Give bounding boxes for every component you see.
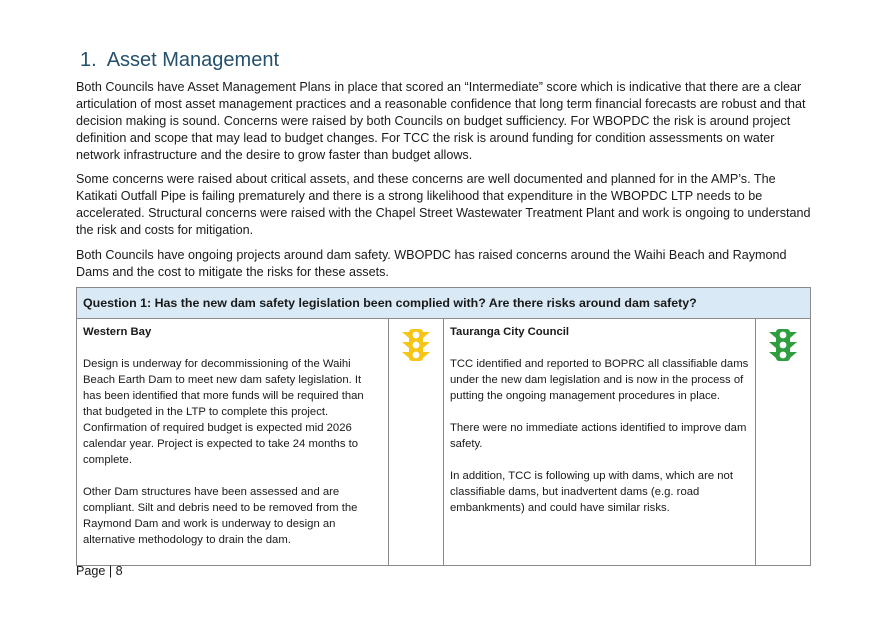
page-number: Page | 8 xyxy=(76,564,123,578)
western-bay-status-cell xyxy=(389,319,444,566)
paragraph-dam-safety: Both Councils have ongoing projects around dam safety. WBOPDC has raised concerns around the Waihi Beach and Raymond Dams and the cost to mitigate the risks for these assets. xyxy=(76,248,787,279)
section-number: 1. xyxy=(80,49,97,71)
question-table xyxy=(76,287,811,566)
paragraph-asset-plans: Both Councils have Asset Management Plans in place that scored an “Intermediate” score which is indicative that there are a clear articulation of most asset management practices and a reasonable confidence that long term financial forecasts are robust and that decision making is sound. Concerns were raised by both Councils on budget sufficiency. For WBOPDC the risk is around project definition and scope that may lead to budget changes. For TCC the risk is around funding for condition assessments on water network infrastructure and the desire to grow faster than budget allows. xyxy=(76,80,806,162)
tauranga-paragraph: TCC identified and reported to BOPRC all classifiable dams under the new dam legislation and is now in the process of putting the ongoing management procedures in place. xyxy=(450,358,749,402)
western-bay-paragraph: Design is underway for decommissioning of the Waihi Beach Earth Dam to meet new dam safety legislation. It has been identified that more funds will be required than that budgeted in the LTP to complete this project. Confirmation of required budget is expected mid 2026 calendar year. Project is expected to take 24 months to complete. xyxy=(83,358,364,466)
tauranga-cell xyxy=(444,319,756,566)
paragraph-critical-assets: Some concerns were raised about critical assets, and these concerns are well documented and planned for in the AMP’s. The Katikati Outfall Pipe is failing prematurely and there is a strong likelihood that expenditure in the WBOPDC LTP needs to be accelerated. Structural concerns were raised with the Chapel Street Wastewater Treatment Plant and work is ongoing to understand the risk and costs for mitigation. xyxy=(76,172,811,237)
western-bay-cell xyxy=(77,319,389,566)
traffic-light-icon xyxy=(401,329,431,361)
tauranga-paragraph: There were no immediate actions identified to improve dam safety. xyxy=(450,422,747,450)
western-bay-heading: Western Bay xyxy=(83,326,152,338)
question-header: Question 1: Has the new dam safety legislation been complied with? Are there risks around dam safety? xyxy=(77,288,811,319)
section-title: Asset Management xyxy=(106,49,280,71)
traffic-light-icon xyxy=(768,329,798,361)
section-heading xyxy=(80,49,279,72)
tauranga-status-cell xyxy=(756,319,811,566)
tauranga-heading: Tauranga City Council xyxy=(450,326,570,338)
tauranga-paragraph: In addition, TCC is following up with dams, which are not classifiable dams, but inadvertent dams (e.g. road embankments) and could have similar risks. xyxy=(450,470,733,514)
western-bay-paragraph: Other Dam structures have been assessed and are compliant. Silt and debris need to be removed from the Raymond Dam and work is underway to design an alternative methodology to drain the dam. xyxy=(83,486,358,546)
